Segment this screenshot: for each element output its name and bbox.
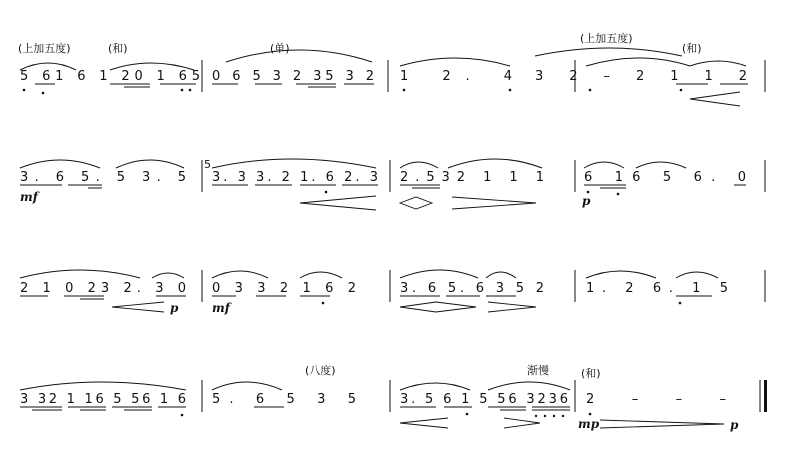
slur [690,61,746,66]
slur [676,272,718,278]
slur [212,382,282,390]
notes: 2 – – – [586,392,726,407]
measure [212,271,356,315]
slur [488,382,570,390]
slur [400,270,478,278]
octave-dot [466,413,469,416]
crescendo-hairpin [300,196,376,210]
slur [400,383,470,390]
octave-dot [535,415,537,417]
measure [212,382,356,407]
measure [582,162,746,208]
octave-dot [181,414,184,417]
notes: 2.532 1 1 1 [400,170,544,185]
slur [400,162,438,168]
octave-dot [680,89,683,92]
slur [212,271,268,278]
measure [578,392,739,432]
dynamic-p: p [582,194,591,208]
measure [20,63,200,94]
notes: 3 32 1 16 5 56 1 6 [20,392,186,407]
crescendo-hairpin [112,302,164,312]
annotation-he-3: (和) [581,367,601,380]
slur [586,271,656,278]
notes: 3. 6 5. 5 3. 5 [20,170,186,185]
dynamic-mf: mf [20,190,38,204]
crescendo-hairpin [400,418,448,428]
slur [226,50,372,62]
annotation-jian-man: 渐慢 [527,364,549,377]
swell-hairpin [400,302,476,312]
octave-dot [587,191,590,194]
notes: 0 3 3 2 1 6 2 [212,281,356,296]
slur [20,270,140,278]
octave-dot [679,302,682,305]
octave-dot [322,302,325,305]
annotation-dan: (单) [270,42,290,55]
annotation-shang-jia-wu-du: (上加五度) [18,42,71,55]
decrescendo-hairpin [690,92,740,106]
octave-dot [544,415,546,417]
score-line-2 [20,158,765,210]
dynamic-mp: mp [578,417,600,431]
measure [20,270,186,315]
score-line-1 [18,31,765,106]
octave-dot [181,89,184,92]
score-line-3 [20,270,765,315]
annotation-he: (和) [108,42,128,55]
octave-dot [509,89,512,92]
measure [212,159,378,210]
notes: 3. 3 3. 2 1. 6 2. 3 [212,170,378,185]
annotation-shang-jia-wu-du-2: (上加五度) [580,32,633,45]
notes: 3. 6 5. 6 3 5 2 [400,281,544,296]
decrescendo-hairpin [452,197,536,209]
decrescendo-hairpin [600,420,724,428]
decrescendo-hairpin [504,418,540,428]
octave-dot [589,413,592,416]
measure [212,50,374,87]
slur [486,272,516,278]
slur [400,58,510,66]
slur [300,272,342,278]
annotation-ba-du: (八度) [305,364,336,377]
notes: 3 2 – 2 1 1 2 [535,69,747,84]
slur [116,160,184,168]
octave-dot [23,89,26,92]
notes: 6 16 5 6. 0 [584,170,746,185]
measure [400,382,570,428]
slur [20,382,186,390]
slur [636,162,686,168]
score-line-4 [20,363,767,432]
slur [584,162,624,168]
octave-dot [325,191,328,194]
notes: 5 61 6 1 20 1 65 [20,69,200,84]
final-bar-line-thick [764,380,767,412]
swell-hairpin [400,197,432,209]
notes: 2 1 0 23 2. 3 0 [20,281,186,296]
slur [448,159,542,168]
octave-dot [403,89,406,92]
slur [535,48,682,56]
annotation-number-5: 5 [204,158,211,171]
measure [535,58,748,106]
measure [400,159,544,209]
notes: 5. 6 5 3 5 [212,392,356,407]
measure [20,382,186,416]
octave-dot [617,193,620,196]
slur [20,160,100,168]
octave-dot [553,415,555,417]
dynamic-p: p [730,418,739,432]
measure [586,271,728,304]
notes: 1 2. 4 [400,69,512,84]
notes: 1. 2 6. 1 5 [586,281,728,296]
octave-dot [589,89,592,92]
slur [586,58,690,66]
octave-dot [42,92,45,95]
octave-dot [562,415,564,417]
notes: 0 6 5 3 2 35 3 2 [212,69,374,84]
measure [400,58,512,91]
annotation-he-2: (和) [682,42,702,55]
slur [212,159,376,168]
decrescendo-hairpin [488,302,536,312]
notes: 3. 5 6 1 5 56 3236 [400,392,568,407]
dynamic-mf: mf [212,301,230,315]
slur [152,273,184,278]
measure [20,160,186,204]
dynamic-p: p [170,301,179,315]
octave-dot [189,89,192,92]
measure [400,270,544,312]
